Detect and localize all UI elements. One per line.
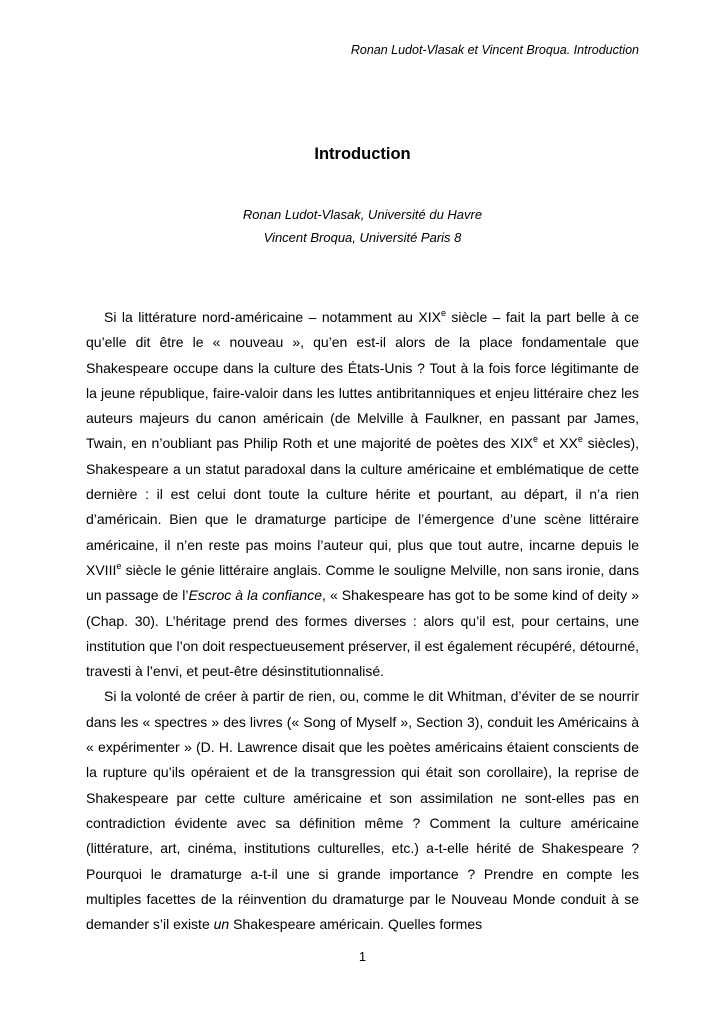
running-header: Ronan Ludot-Vlasak et Vincent Broqua. Introduction [350,43,639,57]
text-run: Shakespeare américain. Quelles formes [229,916,483,933]
superscript: e [440,308,446,318]
author-block [0,203,725,249]
page-title: Introduction [314,145,411,163]
superscript: e [577,434,583,445]
superscript: e [533,434,539,445]
page-number: 1 [358,949,367,964]
text-run: Si la volonté de créer à partir de rien, ou, comme le dit Whitman, d’éviter de se nourrir dans les « spectres » des livres (« Song of Myself », Section 3), conduit les Américains à « expérimenter » (D. H. Lawrence disait que les poètes américains étaient conscients de la rupture qu’ils opéraient et de la transgression qui était son corollaire), la reprise de Shakespeare par cette culture américaine et son assimilation ne sont-elles pas en contradiction évidente avec sa définition même ? Comment la culture américaine (littérature, art, cinéma, institutions culturelles, etc.) a-t-elle hérité de Shakespeare ? Pourquoi le dramaturge a-t-il une si grande importance ? Prendre en compte les multiples facettes de la réinvention du dramaturge par le Nouveau Monde conduit à se demander s’il existe [86,688,639,933]
paragraph [86,684,639,937]
text-run: et XX [538,435,578,452]
text-run: siècle – fait la part belle à ce qu’elle dit être le « nouveau », qu’en est-il alors de la place fondamentale que Shakespeare occupe dans la culture des États-Unis ? Tout à la fois force légitimante de la jeune république, faire-valoir dans les luttes antibritanniques et enjeu littéraire chez les auteurs majeurs du canon américain (de Melville à Faulkner, en passant par James, Twain, en n’oubliant pas Philip Roth et une majorité de poètes des XIX [86,309,640,452]
text-run: siècle le génie littéraire anglais. Comme le souligne Melville, non sans ironie, dans un passage de l’ [86,561,639,604]
italic-word: un [213,916,230,933]
paragraph [86,305,639,684]
text-run: Si la littérature nord-américaine – notamment au XIX [104,309,441,325]
text-run: , « Shakespeare has got to be some kind of deity » (Chap. 30). L’héritage prend des formes diverses : alors qu’il est, pour certains, une institution que l’on doit respectueusement préserver, il est également récupéré, détourné, travesti à l’envi, et peut-être désinstitutionnalisé. [86,587,639,680]
superscript: e [116,560,122,571]
author-line: Vincent Broqua, Université Paris 8 [263,230,462,245]
author-line: Ronan Ludot-Vlasak, Université du Havre [242,207,483,222]
body-text [86,305,639,937]
italic-title: Escroc à la confiance [188,587,323,604]
text-run: siècles), Shakespeare a un statut paradoxal dans la culture américaine et emblématique de cette dernière : il est celui dont toute la culture hérite et pourtant, au départ, il n’a rien d’américain. Bien que le dramaturge participe de l’émergence d’une scène littéraire américaine, il n’en reste pas moins l’auteur qui, plus que tout autre, incarne depuis le XVIII [86,435,640,578]
